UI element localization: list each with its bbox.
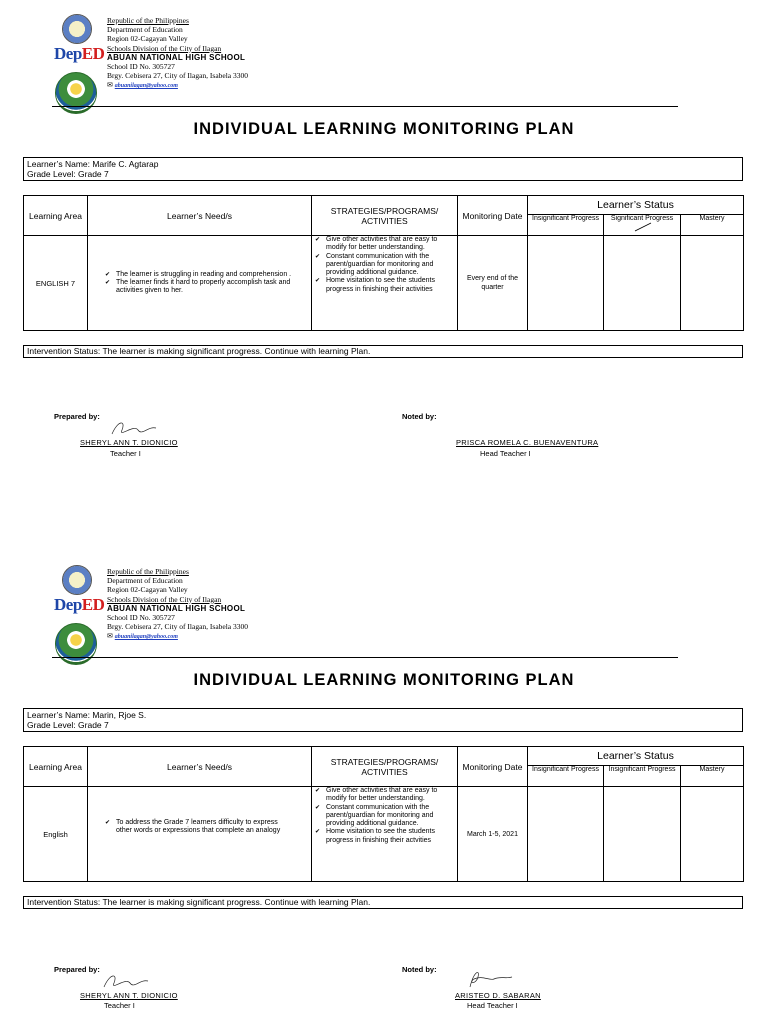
intervention-status: Intervention Status: The learner is making significant progress. Continue with learning Plan. <box>23 896 743 909</box>
header-significant-progress: Significant Progress <box>604 215 681 236</box>
header-insignificant-progress: Insignificant Progress <box>528 215 604 236</box>
cell-mastery <box>681 236 744 331</box>
noted-by-label: Noted by: <box>402 412 437 421</box>
header-mastery: Mastery <box>681 215 744 236</box>
learner-name: Learner’s Name: Marin, Rjoe S. <box>27 710 147 720</box>
signature-icon <box>100 971 160 993</box>
noted-by-role: Head Teacher I <box>467 1001 518 1010</box>
learner-info <box>23 157 743 181</box>
noted-by-label: Noted by: <box>402 965 437 974</box>
cell-learners-needs <box>88 787 312 882</box>
school-seal-icon <box>55 623 97 665</box>
header-monitoring-date: Monitoring Date <box>458 747 528 787</box>
cell-monitoring-date: Every end of the quarter <box>458 236 528 331</box>
cell-insignificant <box>528 787 604 882</box>
cell-strategies <box>312 787 458 882</box>
region-line: Region 02-Cagayan Valley <box>107 585 188 595</box>
department-line: Department of Education <box>107 25 183 35</box>
cell-learners-needs <box>88 236 312 331</box>
signature-icon <box>460 967 520 991</box>
grade-level: Grade Level: Grade 7 <box>27 720 109 730</box>
header-mastery: Mastery <box>681 766 744 787</box>
deped-logo: DepED <box>54 595 105 614</box>
plan-title: INDIVIDUAL LEARNING MONITORING PLAN <box>193 671 575 689</box>
intervention-status: Intervention Status: The learner is making significant progress. Continue with learning Plan. <box>23 345 743 358</box>
signature-icon <box>108 418 168 440</box>
need-item: ✔ The learner is struggling in reading and comprehension . <box>116 271 303 279</box>
department-line: Department of Education <box>107 576 183 586</box>
prepared-by-name: SHERYL ANN T. DIONICIO <box>80 438 178 447</box>
header-learners-status: Learner’s Status <box>528 747 744 766</box>
division-line: Schools Division of the City of Ilagan <box>107 43 222 53</box>
noted-by-name: ARISTEO D. SABARAN <box>455 991 541 1000</box>
school-name: ABUAN NATIONAL HIGH SCHOOL <box>107 52 246 62</box>
grade-level: Grade Level: Grade 7 <box>27 169 109 179</box>
noted-by-role: Head Teacher I <box>480 449 531 458</box>
header-learners-needs: Learner’s Need/s <box>88 747 312 787</box>
strategy-item: ✔ Give other activities that are easy to modify for better understanding. <box>326 236 455 253</box>
cell-mastery <box>681 787 744 882</box>
division-line: Schools Division of the City of Ilagan <box>107 594 222 604</box>
prepared-by-role: Teacher I <box>110 449 141 458</box>
letterhead-text <box>107 567 627 643</box>
need-item: ✔ The learner finds it hard to properly accomplish task and activities given to her. <box>116 279 303 296</box>
header-strategies: STRATEGIES/PROGRAMS/ ACTIVITIES <box>312 747 458 787</box>
header-insignificant-progress: Insignificant Progress <box>528 766 604 787</box>
letterhead <box>52 14 672 118</box>
header-strategies: STRATEGIES/PROGRAMS/ ACTIVITIES <box>312 196 458 236</box>
deped-seal-icon <box>62 565 92 595</box>
header-monitoring-date: Monitoring Date <box>458 196 528 236</box>
monitoring-plan-2 <box>0 551 768 1021</box>
school-address: Brgy. Cebisera 27, City of Ilagan, Isabela 3300 <box>107 622 249 632</box>
prepared-by-label: Prepared by: <box>54 412 100 421</box>
prepared-by-label: Prepared by: <box>54 965 100 974</box>
need-item: ✔ To address the Grade 7 learners difficulty to express other words or expressions that complete an analogy <box>116 819 291 836</box>
strategy-item: ✔ Home visitation to see the students progress in finishing their activities <box>326 277 455 294</box>
monitoring-table <box>23 195 744 331</box>
strategy-item: ✔ Constant communication with the parent/guardian for monitoring and providing additional guidance. <box>326 253 455 278</box>
header-learners-needs: Learner’s Need/s <box>88 196 312 236</box>
cell-significant <box>604 236 681 331</box>
school-address: Brgy. Cebisera 27, City of Ilagan, Isabela 3300 <box>107 71 249 81</box>
prepared-by-name: SHERYL ANN T. DIONICIO <box>80 991 178 1000</box>
learner-info <box>23 708 743 732</box>
school-id: School ID No. 305727 <box>107 613 175 623</box>
strategy-item: ✔ Constant communication with the parent/guardian for monitoring and providing additional guidance. <box>326 804 455 829</box>
letterhead-text <box>107 16 627 92</box>
monitoring-plan-1 <box>0 0 768 470</box>
plan-title: INDIVIDUAL LEARNING MONITORING PLAN <box>193 120 575 138</box>
letterhead-divider <box>52 657 678 658</box>
cell-strategies <box>312 236 458 331</box>
strategy-item: ✔ Give other activities that are easy to modify for better understanding. <box>326 787 455 804</box>
school-email-link[interactable]: abuanilagan@yahoo.com <box>114 83 178 90</box>
region-line: Region 02-Cagayan Valley <box>107 34 188 44</box>
mail-icon: ✉ <box>107 632 113 641</box>
cell-learning-area: English <box>24 787 88 882</box>
letterhead-divider <box>52 106 678 107</box>
monitoring-table <box>23 746 744 882</box>
header-learning-area: Learning Area <box>24 196 88 236</box>
school-seal-icon <box>55 72 97 114</box>
learner-name: Learner’s Name: Marife C. Agtarap <box>27 159 159 169</box>
letterhead <box>52 565 672 669</box>
cell-learning-area: ENGLISH 7 <box>24 236 88 331</box>
header-learning-area: Learning Area <box>24 747 88 787</box>
deped-logo: DepED <box>54 44 105 63</box>
noted-by-name: PRISCA ROMELA C. BUENAVENTURA <box>456 438 599 447</box>
republic-line: Republic of the Philippines <box>107 567 189 576</box>
school-name: ABUAN NATIONAL HIGH SCHOOL <box>107 603 246 613</box>
deped-seal-icon <box>62 14 92 44</box>
cell-monitoring-date: March 1-5, 2021 <box>458 787 528 882</box>
strategy-item: ✔ Home visitation to see the students progress in finishing their actvities <box>326 828 455 845</box>
header-learners-status: Learner’s Status <box>528 196 744 215</box>
header-significant-progress: Insignificant Progress <box>604 766 681 787</box>
prepared-by-role: Teacher I <box>104 1001 135 1010</box>
check-mark-icon <box>634 222 652 232</box>
cell-significant <box>604 787 681 882</box>
school-email-link[interactable]: abuanilagan@yahoo.com <box>114 634 178 641</box>
cell-insignificant <box>528 236 604 331</box>
republic-line: Republic of the Philippines <box>107 16 189 25</box>
mail-icon: ✉ <box>107 81 113 90</box>
school-id: School ID No. 305727 <box>107 62 175 72</box>
